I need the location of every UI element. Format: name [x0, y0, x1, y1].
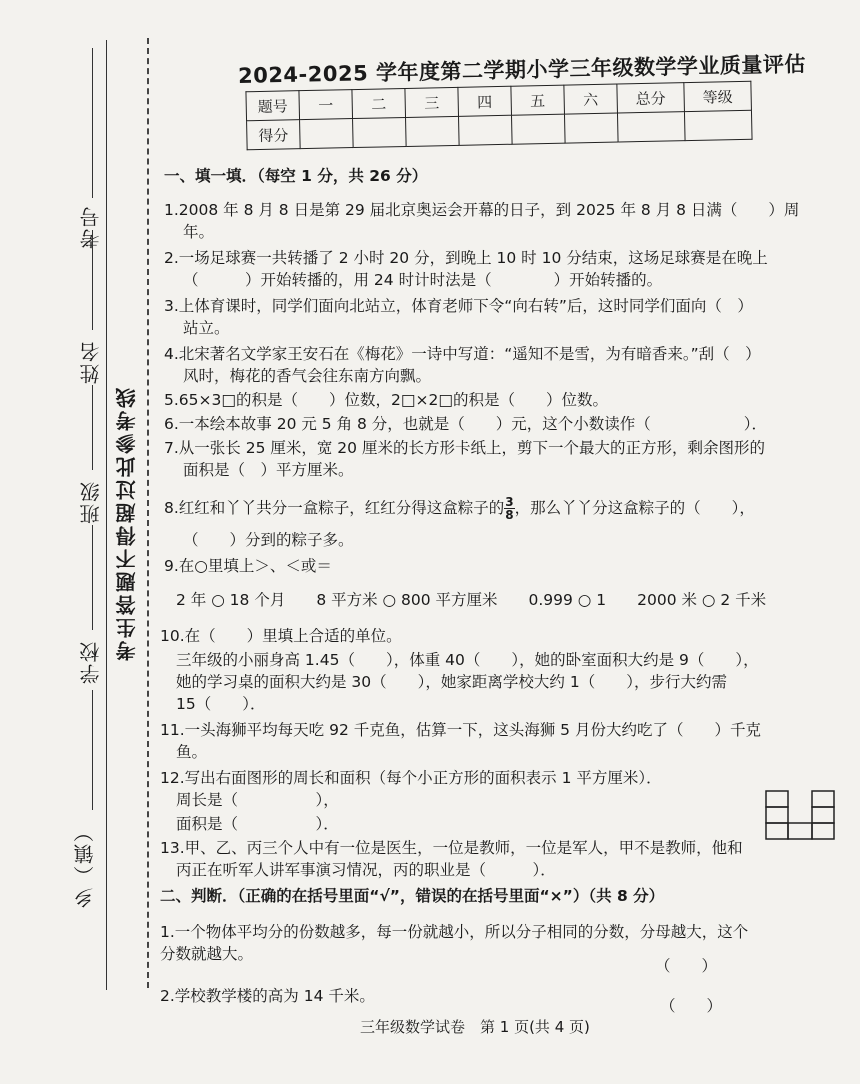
exam-no-field[interactable]	[92, 48, 93, 198]
score-header-cell: 题号	[246, 91, 300, 121]
question-line: 面积是（ ）．	[176, 815, 339, 833]
fraction	[504, 496, 514, 521]
question-line: 12.写出右面图形的周长和面积（每个小正方形的面积表示 1 平方厘米）．	[160, 769, 662, 787]
q8-text-after: ，那么丫丫分这盒粽子的（ ），	[514, 499, 755, 517]
question-line: （ ）开始转播的，用 24 时计时法是（ ）开始转播的。	[183, 271, 663, 289]
question-8	[164, 496, 755, 521]
page-footer: 三年级数学试卷 第 1 页(共 4 页)	[360, 1018, 590, 1036]
score-cell[interactable]	[406, 116, 460, 146]
school-label: 学校	[79, 640, 103, 684]
question-line: 6.一本绘本故事 20 元 5 角 8 分，也就是（ ）元，这个小数读作（ ）．	[164, 415, 768, 433]
answer-blank[interactable]: （ ）	[660, 997, 723, 1015]
town-field[interactable]	[92, 690, 93, 810]
question-line: 鱼。	[176, 743, 208, 761]
question-line: 周长是（ ），	[176, 791, 339, 809]
question-line: 丙正在听军人讲军事演习情况，丙的职业是（ ）．	[176, 861, 556, 879]
question-line: 7.从一张长 25 厘米，宽 20 厘米的长方形卡纸上，剪下一个最大的正方形，剩余图形的	[164, 439, 765, 457]
fraction-denominator: 8	[505, 508, 514, 522]
score-cell[interactable]	[684, 110, 752, 140]
score-cell[interactable]	[459, 115, 513, 145]
name-field[interactable]	[92, 230, 93, 330]
score-header-cell: 等级	[684, 81, 752, 111]
question-line: 4.北宋著名文学家王安石在《梅花》一诗中写道：“遥知不是雪，为有暗香来。”刮（ ）	[164, 345, 761, 363]
q8-text-before: 8.红红和丫丫共分一盒粽子，红红分得这盒粽子的	[164, 499, 505, 517]
score-header-cell: 四	[458, 86, 512, 116]
figure-square	[812, 807, 834, 823]
figure-square	[788, 823, 812, 839]
section2-heading: 二、判断．（正确的在括号里面“√”，错误的在括号里面“×”）（共 8 分）	[160, 887, 665, 905]
question-line: 13.甲、乙、丙三个人中有一位是医生，一位是教师，一位是军人，甲不是教师，他和	[160, 839, 743, 857]
figure-square	[812, 823, 834, 839]
class-field[interactable]	[92, 385, 93, 470]
question-line: 5.65×3□的积是（ ）位数，2□×2□的积是（ ）位数。	[164, 391, 609, 409]
score-header-cell: 六	[564, 84, 618, 114]
question-line: 风时，梅花的香气会往东南方向飘。	[183, 367, 432, 385]
exam-no-label: 考号	[79, 205, 103, 249]
town-label: 乡（镇）	[73, 820, 97, 908]
question-9-items: 2 年 ○ 18 个月 8 平方米 ○ 800 平方厘米 0.999 ○ 1 2000 米 ○ 2 千米	[176, 591, 767, 609]
score-cell[interactable]	[353, 117, 407, 147]
question-line: 10.在（ ）里填上合适的单位。	[160, 627, 402, 645]
question-line: 分数就越大。	[160, 945, 254, 963]
exam-title: 2024-2025 学年度第二学期小学三年级数学学业质量评估	[237, 52, 807, 88]
binding-margin	[0, 0, 150, 1000]
question-line: 面积是（ ）平方厘米。	[183, 461, 354, 479]
margin-rule	[106, 40, 107, 990]
score-header-cell: 一	[299, 90, 353, 120]
boundary-warning: 考生答题不得超过此参考线	[115, 385, 139, 661]
score-header-cell: 五	[511, 85, 565, 115]
question-line: 三年级的小丽身高 1.45（ ），体重 40（ ），她的卧室面积大约是 9（ ），	[176, 651, 759, 669]
question-line: 站立。	[183, 319, 230, 337]
question-line: 11.一头海狮平均每天吃 92 千克鱼，估算一下，这头海狮 5 月份大约吃了（ ）千克	[160, 721, 761, 739]
question-line: 15（ ）．	[176, 695, 266, 713]
score-row-label: 得分	[247, 120, 301, 150]
score-cell[interactable]	[511, 114, 565, 144]
figure-square	[766, 823, 788, 839]
perimeter-area-figure	[765, 790, 835, 840]
score-cell[interactable]	[564, 113, 618, 143]
cut-line	[147, 38, 149, 988]
question-line: 她的学习桌的面积大约是 30（ ），她家距离学校大约 1（ ），步行大约需	[176, 673, 727, 691]
name-label: 姓名	[79, 340, 103, 384]
question-line: 1.2008 年 8 月 8 日是第 29 届北京奥运会开幕的日子，到 2025 年 8 月 8 日满（ ）周	[164, 201, 800, 219]
question-line: （ ）分到的粽子多。	[183, 531, 354, 549]
score-cell[interactable]	[300, 119, 354, 149]
question-line: 2.学校教学楼的高为 14 千米。	[160, 987, 375, 1005]
score-header-cell: 总分	[617, 83, 685, 113]
question-line: 2.一场足球赛一共转播了 2 小时 20 分，到晚上 10 时 10 分结束，这场足球赛是在晚上	[164, 249, 768, 267]
question-9: 9.在○里填上＞、＜或＝	[164, 557, 332, 575]
score-table	[245, 81, 752, 151]
question-line: 3.上体育课时，同学们面向北站立，体育老师下令“向右转”后，这时同学们面向（ ）	[164, 297, 753, 315]
school-field[interactable]	[92, 525, 93, 630]
fraction-numerator: 3	[505, 495, 514, 509]
section1-heading: 一、填一填．（每空 1 分，共 26 分）	[164, 167, 428, 185]
figure-square	[766, 807, 788, 823]
figure-square	[812, 791, 834, 807]
score-header-cell: 三	[405, 87, 459, 117]
figure-square	[766, 791, 788, 807]
class-label: 班级	[79, 480, 103, 524]
answer-blank[interactable]: （ ）	[655, 957, 718, 975]
score-header-cell: 二	[352, 88, 406, 118]
question-line: 年。	[183, 223, 215, 241]
question-line: 1.一个物体平均分的份数越多，每一份就越小，所以分子相同的分数，分母越大，这个	[160, 923, 749, 941]
score-cell[interactable]	[617, 112, 685, 142]
